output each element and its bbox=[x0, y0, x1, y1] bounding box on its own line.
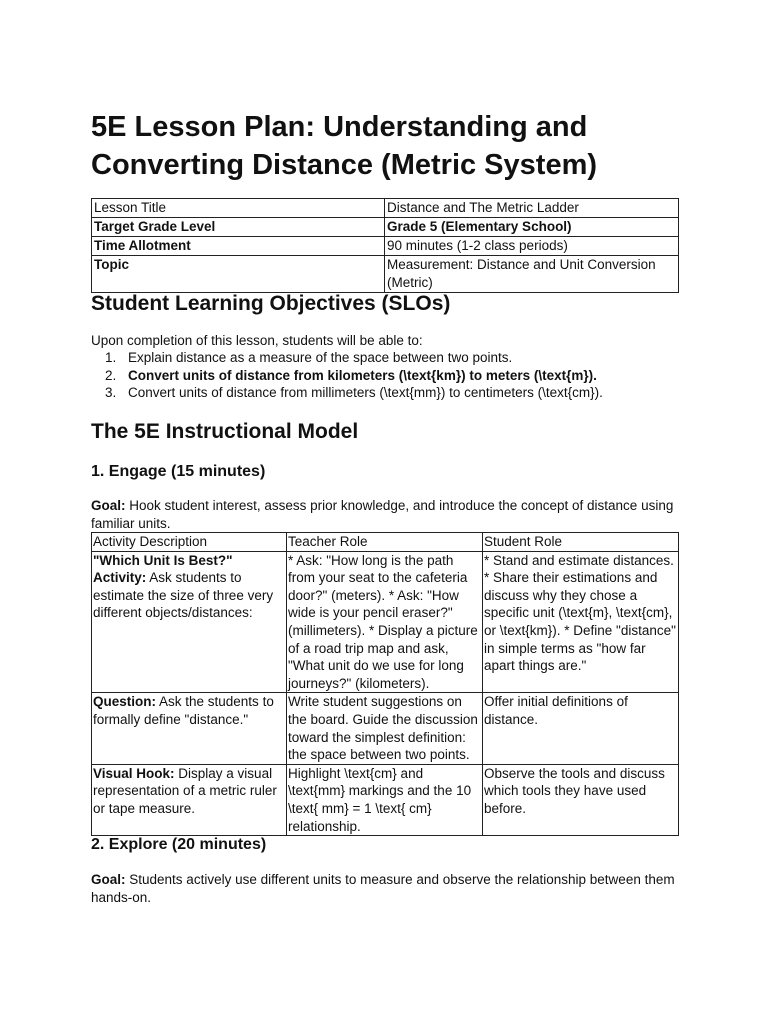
list-text: Convert units of distance from millimeters (\text{mm}) to centimeters (\text{cm}). bbox=[128, 385, 603, 400]
lesson-title-value: Distance and The Metric Ladder bbox=[385, 199, 679, 218]
activity-text: Ask students to estimate the size of three very different objects/distances: bbox=[93, 570, 274, 621]
student-role-cell: Observe the tools and discuss which tools they have used before. bbox=[483, 764, 679, 835]
teacher-role-cell: * Ask: "How long is the path from your seat to the cafeteria door?" (meters). * Ask: "How wide is your pencil eraser?" (millimeters). * Display a picture of a road trip map and ask, "What unit do we use for long journeys?" (kilometers). bbox=[287, 551, 483, 693]
grade-level-label: Target Grade Level bbox=[92, 218, 385, 237]
slo-list bbox=[91, 349, 679, 402]
lesson-info-table bbox=[91, 198, 679, 293]
student-role-cell: * Stand and estimate distances. * Share their estimations and discuss why they chose a specific unit (\text{m}, \text{cm}, or \text{km}). * Define "distance" in simple terms as "how far apart things are." bbox=[483, 551, 679, 693]
list-item bbox=[91, 367, 679, 385]
table-row bbox=[92, 693, 679, 764]
table-row bbox=[92, 256, 679, 293]
table-row bbox=[92, 764, 679, 835]
engage-heading: 1. Engage (15 minutes) bbox=[91, 463, 266, 480]
activity-title: Question: bbox=[93, 694, 156, 710]
explore-goal bbox=[91, 871, 679, 906]
teacher-role-cell: Write student suggestions on the board. Guide the discussion toward the simplest definition: the space between two points. bbox=[287, 693, 483, 764]
slo-heading: Student Learning Objectives (SLOs) bbox=[91, 292, 451, 315]
goal-label: Goal: bbox=[91, 872, 126, 887]
topic-label: Topic bbox=[92, 256, 385, 293]
column-header: Teacher Role bbox=[287, 533, 483, 552]
activity-cell bbox=[92, 551, 287, 693]
activity-cell bbox=[92, 764, 287, 835]
engage-activities-table bbox=[91, 532, 679, 836]
list-item bbox=[91, 384, 679, 402]
list-number: 3. bbox=[105, 385, 117, 400]
page-title: 5E Lesson Plan: Understanding and Converting Distance (Metric System) bbox=[91, 111, 598, 181]
column-header: Activity Description bbox=[92, 533, 287, 552]
goal-text: Hook student interest, assess prior knowledge, and introduce the concept of distance using familiar units. bbox=[91, 498, 674, 531]
table-row bbox=[92, 237, 679, 256]
table-row bbox=[92, 218, 679, 237]
list-text: Convert units of distance from kilometers (\text{km}) to meters (\text{m}). bbox=[128, 367, 597, 383]
explore-heading: 2. Explore (20 minutes) bbox=[91, 836, 267, 853]
list-item bbox=[91, 349, 679, 367]
time-allotment-label: Time Allotment bbox=[92, 237, 385, 256]
teacher-role-cell: Highlight \text{cm} and \text{mm} markings and the 10 \text{ mm} = 1 \text{ cm} relationship. bbox=[287, 764, 483, 835]
table-row bbox=[92, 551, 679, 693]
table-header-row bbox=[92, 533, 679, 552]
topic-value: Measurement: Distance and Unit Conversion (Metric) bbox=[385, 256, 679, 293]
grade-level-value: Grade 5 (Elementary School) bbox=[385, 218, 679, 237]
list-number: 2. bbox=[105, 367, 117, 383]
activity-cell bbox=[92, 693, 287, 764]
activity-title: "Which Unit Is Best?" Activity: bbox=[93, 552, 233, 586]
activity-text: Ask the students to formally define "distance." bbox=[93, 694, 274, 727]
lesson-title-label: Lesson Title bbox=[92, 199, 385, 218]
slo-intro: Upon completion of this lesson, students will be able to: bbox=[91, 333, 423, 348]
time-allotment-value: 90 minutes (1-2 class periods) bbox=[385, 237, 679, 256]
list-text: Explain distance as a measure of the space between two points. bbox=[128, 350, 513, 365]
goal-label: Goal: bbox=[91, 498, 126, 513]
goal-text: Students actively use different units to measure and observe the relationship between them hands-on. bbox=[91, 872, 675, 905]
student-role-cell: Offer initial definitions of distance. bbox=[483, 693, 679, 764]
activity-text: Display a visual representation of a metric ruler or tape measure. bbox=[93, 765, 277, 816]
activity-title: Visual Hook: bbox=[93, 765, 175, 781]
engage-goal bbox=[91, 497, 679, 532]
list-number: 1. bbox=[105, 350, 117, 365]
model-heading: The 5E Instructional Model bbox=[91, 420, 359, 443]
table-row bbox=[92, 199, 679, 218]
column-header: Student Role bbox=[483, 533, 679, 552]
